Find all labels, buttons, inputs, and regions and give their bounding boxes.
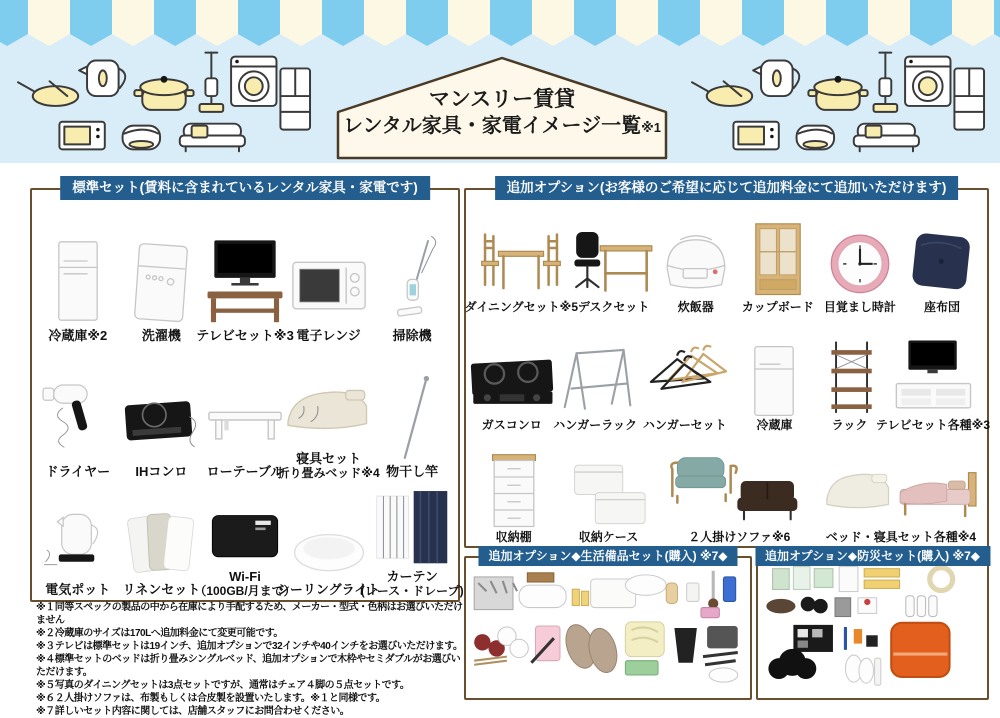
rice-cooker-photo [656, 225, 736, 301]
option-panel [464, 180, 991, 548]
footnote-3: ※３テレビは標準セットは19インチ、追加オプションで32インチや40インチをお選びいただけます。 [36, 641, 463, 652]
item-ceiling-light: シーリングライト [287, 517, 371, 598]
item-bedding-folding-bed: 寝具セット 折り畳みベッド※4 [287, 362, 371, 480]
footnotes [36, 601, 466, 718]
item-refrigerator: 冷蔵庫※2 [36, 237, 120, 344]
standard-set-header: 標準セット(賃料に含まれているレンタル家具・家電です) [60, 176, 430, 200]
appliance-doodles-icon [690, 44, 986, 158]
standard-row-3 [32, 480, 464, 598]
electric-pot-photo [41, 505, 115, 583]
hanger-rack-photo [553, 343, 637, 419]
title-note: ※1 [641, 120, 661, 136]
vacuum-cleaner-photo [380, 233, 444, 329]
item-linen-set: リネンセット [120, 505, 204, 598]
item-refrigerator-option: 冷蔵庫 [733, 343, 816, 432]
footnote-7: ※７詳しいセット内容に関しては、店舗スタッフにお問合わせください。 [36, 706, 350, 717]
item-hair-dryer: ドライヤー [36, 375, 120, 480]
life-goods-photo-collage [466, 558, 750, 698]
item-desk-set: デスクセット [573, 225, 655, 314]
alarm-clock-photo [822, 225, 898, 301]
item-rice-cooker: 炊飯器 [655, 225, 737, 314]
item-bed-bedding-set: ベッド・寝具セット各種※4 [819, 451, 983, 544]
ih-stove-photo [119, 375, 203, 465]
hair-dryer-photo [40, 375, 116, 465]
footnote-2: ※２冷蔵庫のサイズは170Lへ追加料金にて変更可能です。 [36, 628, 283, 639]
item-alarm-clock: 目覚まし時計 [819, 225, 901, 314]
title-plaque [336, 56, 668, 160]
item-storage-shelf: 収納棚 [470, 451, 557, 544]
bed-bedding-set-photo [821, 451, 981, 531]
page-title-line2: レンタル家具・家電イメージ一覧※1 [343, 115, 661, 138]
item-dining-set: ダイニングセット※5 [470, 225, 573, 314]
ceiling-light-photo [286, 517, 372, 583]
disaster-set-photo-collage [758, 558, 987, 698]
life-goods-header: 追加オプション◆生活備品セット(購入) ※7◆ [478, 546, 737, 566]
standard-set-panel [30, 180, 464, 602]
top-banner [0, 0, 1000, 163]
disaster-set-header: 追加オプション◆防災セット(購入) ※7◆ [755, 546, 990, 566]
standard-row-1 [32, 198, 458, 344]
desk-set-photo [571, 225, 657, 301]
disaster-set-box [756, 549, 989, 700]
page-title-line1: マンスリー賃貸 [428, 88, 576, 111]
storage-case-photo [566, 451, 652, 531]
linen-set-photo [121, 505, 201, 583]
footnote-6: ※６２人掛けソファは、布製もしくは合皮製を設置いたします。※１と同様です。 [36, 693, 386, 704]
item-vacuum-cleaner: 掃除機 [370, 233, 454, 344]
item-hanger-rack: ハンガーラック [553, 343, 636, 432]
item-tv-set-various: テレビセット各種※3 [883, 337, 983, 432]
item-tv-set: テレビセット※3 [203, 237, 287, 344]
item-wifi-router: Wi-Fi （100GB/月まで） [203, 504, 287, 598]
refrigerator-option-photo [742, 343, 806, 419]
laundry-pole-photo [384, 375, 440, 465]
item-shelf-rack: ラック [816, 337, 883, 432]
item-microwave: 電子レンジ [287, 237, 371, 344]
option-panel-header: 追加オプション(お客様のご希望に応じて追加料金にて追加いただけます) [495, 176, 959, 200]
shelf-rack-photo [819, 337, 881, 419]
standard-row-2 [32, 344, 458, 480]
two-seat-sofa-photo [664, 451, 814, 531]
item-low-table: ローテーブル [203, 375, 287, 480]
item-cupboard: カップボード [737, 219, 819, 314]
footnote-1: ※１同等スペックの製品の中から在庫により手配するため、メーカー・型式・色柄はお選びいただけません [36, 602, 463, 626]
option-row-2 [466, 314, 991, 432]
washing-machine-photo [121, 237, 201, 329]
item-hanger-set: ハンガーセット [637, 343, 733, 432]
item-floor-cushion: 座布団 [901, 225, 983, 314]
footnote-5: ※５写真のダイニングセットは3点セットですが、通常はチェア４脚の５点セットです。 [36, 680, 410, 691]
option-row-1 [466, 196, 987, 314]
awning-stripes [0, 0, 1000, 46]
cupboard-photo [741, 219, 815, 301]
floor-cushion-photo [904, 225, 980, 301]
bedding-set-photo [281, 362, 377, 452]
appliance-doodles-icon [16, 44, 312, 158]
gas-stove-photo [468, 343, 556, 419]
life-goods-box [464, 549, 752, 700]
tv-set-various-photo [887, 337, 979, 419]
microwave-photo [286, 237, 372, 329]
item-storage-case: 収納ケース [557, 451, 660, 544]
item-ih-stove: IHコンロ [120, 375, 204, 480]
wifi-router-photo [202, 504, 288, 570]
item-laundry-pole: 物干し竿 [370, 375, 454, 480]
item-two-seat-sofa: ２人掛けソファ※6 [660, 451, 819, 544]
low-table-photo [202, 375, 288, 465]
dining-set-photo [475, 225, 567, 301]
curtain-photo [370, 486, 454, 570]
tv-set-photo [202, 237, 288, 329]
item-curtain: カーテン (レース・ドレープ) [370, 486, 454, 598]
item-gas-stove: ガスコンロ [470, 343, 553, 432]
item-electric-pot: 電気ポット [36, 505, 120, 598]
footnote-4: ※４標準セットのベッドは折り畳みシングルベッド、追加オプションで木枠やセミダブルがお選びいただけます。 [36, 654, 461, 678]
hanger-set-photo [637, 343, 733, 419]
option-row-3 [466, 432, 987, 544]
item-washing-machine: 洗濯機 [120, 237, 204, 344]
storage-shelf-photo [481, 451, 547, 531]
refrigerator-photo [38, 237, 118, 329]
